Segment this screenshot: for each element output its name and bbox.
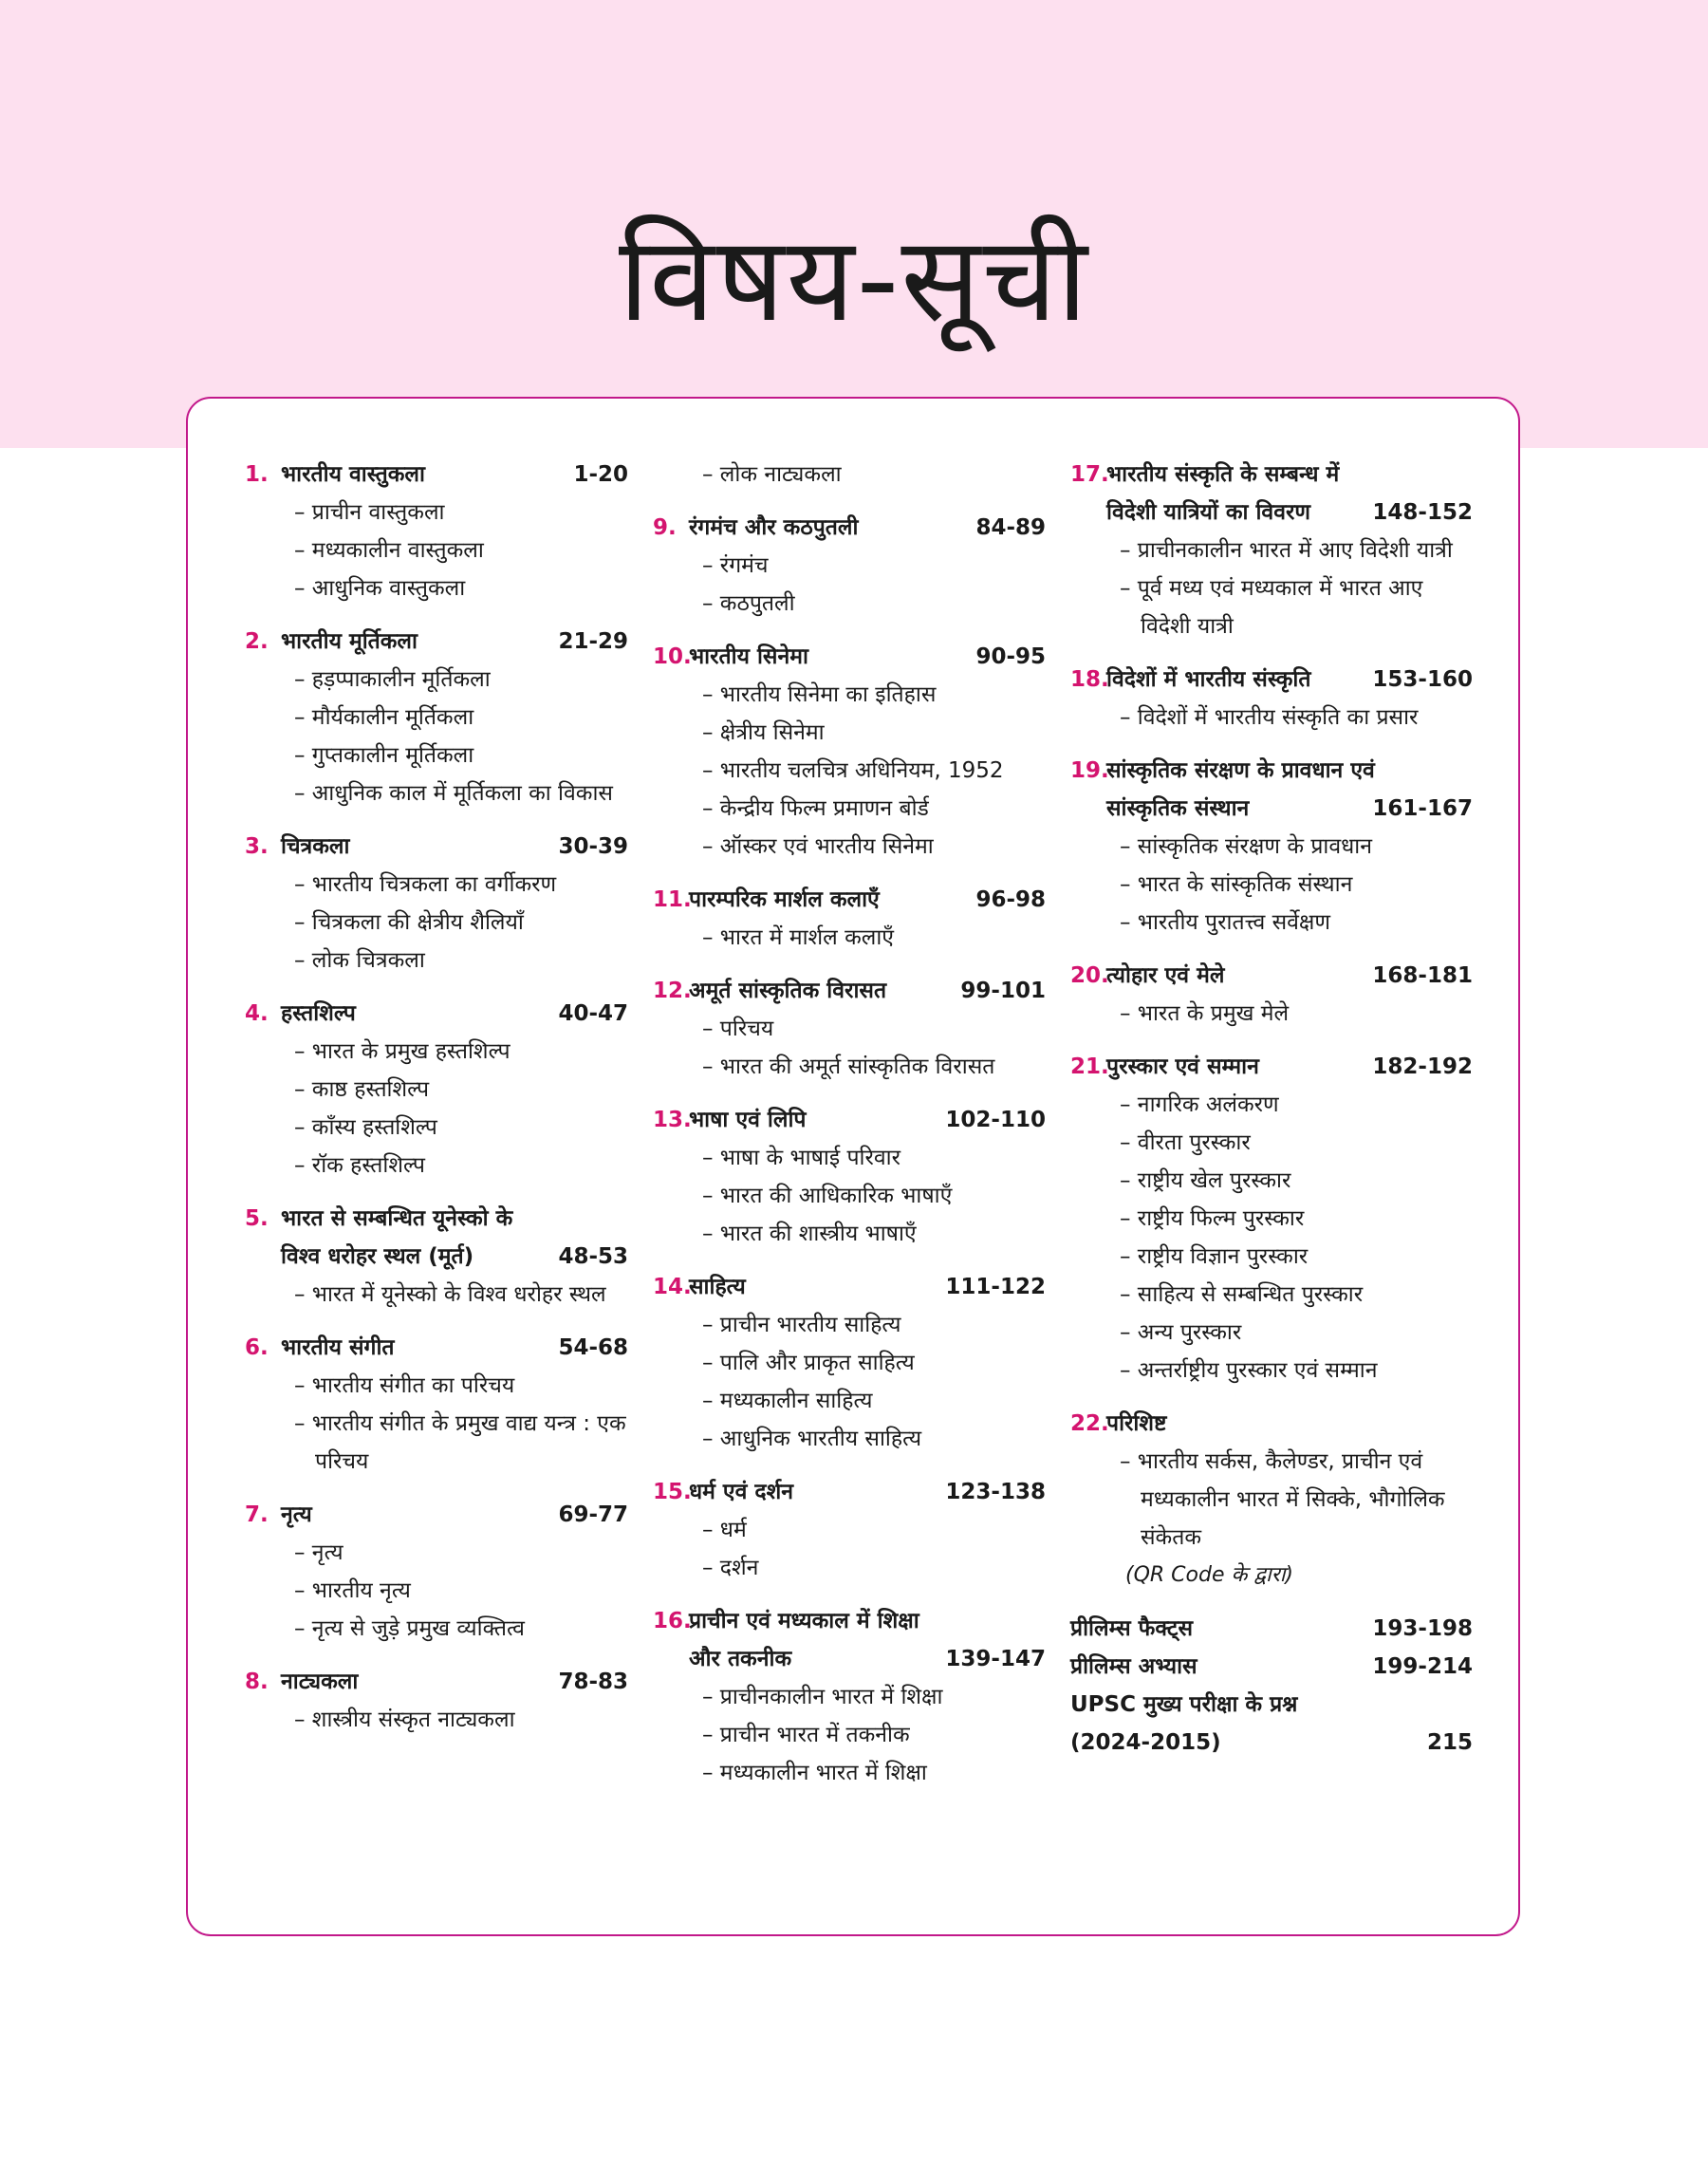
toc-subitem: – नृत्य से जुड़े प्रमुख व्यक्तित्व xyxy=(294,1616,525,1641)
toc-subitem: – भारतीय सर्कस, कैलेण्डर, प्राचीन एवं मध्यकालीन भारत में सिक्के, भौगोलिक संकेतक xyxy=(1120,1449,1445,1550)
toc-subitem: – भारत में यूनेस्को के विश्व धरोहर स्थल xyxy=(294,1282,606,1307)
chapter-number: 7. xyxy=(245,1502,269,1527)
chapter-pages: 96-98 xyxy=(975,887,1046,912)
chapter-number: 12. xyxy=(653,979,692,1003)
chapter-number: 3. xyxy=(245,834,269,859)
toc-subitem: – ऑस्कर एवं भारतीय सिनेमा xyxy=(702,834,934,859)
toc-chapter-heading xyxy=(653,638,1046,676)
toc-subitem: – मध्यकालीन साहित्य xyxy=(702,1389,873,1413)
chapter-number: 15. xyxy=(653,1480,692,1504)
toc-chapter-heading xyxy=(1070,752,1473,828)
toc-chapter-heading xyxy=(245,995,628,1033)
toc-section xyxy=(245,1663,628,1739)
toc-chapter-heading xyxy=(653,1602,1046,1678)
chapter-pages: 54-68 xyxy=(558,1335,628,1360)
toc-subitem: – कठपुतली xyxy=(702,591,795,616)
toc-subitem: – पूर्व मध्य एवं मध्यकाल में भारत आए विदेशी यात्री xyxy=(1120,576,1423,639)
extra-entries xyxy=(1070,1610,1473,1762)
toc-subitem: – भारत की अमूर्त सांस्कृतिक विरासत xyxy=(702,1054,995,1079)
toc-section xyxy=(245,623,628,812)
toc-subitem: – प्राचीनकालीन भारत में आए विदेशी यात्री xyxy=(1120,538,1453,563)
chapter-title: त्योहार एवं मेले xyxy=(1106,963,1225,988)
toc-subitem: – राष्ट्रीय खेल पुरस्कार xyxy=(1120,1168,1291,1193)
chapter-number: 14. xyxy=(653,1275,692,1299)
toc-chapter-heading xyxy=(245,456,628,494)
toc-section xyxy=(653,1473,1046,1587)
chapter-title: पुरस्कार एवं सम्मान xyxy=(1106,1054,1259,1079)
toc-chapter-heading xyxy=(653,1268,1046,1306)
toc-column-3 xyxy=(1070,456,1473,1762)
toc-subitem: – विदेशों में भारतीय संस्कृति का प्रसार xyxy=(1120,705,1419,730)
toc-subitem: – रंगमंच xyxy=(702,553,769,578)
toc-section xyxy=(245,828,628,980)
qr-note: (QR Code के द्वारा) xyxy=(1125,1563,1294,1587)
chapter-title: विदेशों में भारतीय संस्कृति xyxy=(1106,667,1311,692)
chapter-pages: 84-89 xyxy=(975,515,1046,540)
toc-subitem: – भारत में मार्शल कलाएँ xyxy=(702,925,895,950)
toc-chapter-heading xyxy=(653,1473,1046,1511)
toc-subitem: – भारत की आधिकारिक भाषाएँ xyxy=(702,1184,953,1208)
toc-subitem: – भाषा के भाषाई परिवार xyxy=(702,1146,901,1170)
toc-section xyxy=(245,1496,628,1648)
chapter-pages: 48-53 xyxy=(558,1244,628,1269)
chapter-pages: 78-83 xyxy=(558,1670,628,1694)
chapter-number: 18. xyxy=(1070,667,1109,692)
toc-subitem: – केन्द्रीय फिल्म प्रमाणन बोर्ड xyxy=(702,796,929,821)
toc-chapter-heading xyxy=(653,881,1046,919)
chapter-pages: 161-167 xyxy=(1372,796,1473,821)
chapter-number: 17. xyxy=(1070,462,1109,487)
chapter-number: 4. xyxy=(245,1001,269,1026)
toc-subitem: – धर्म xyxy=(702,1518,747,1542)
toc-section xyxy=(1070,661,1473,737)
toc-chapter-heading xyxy=(245,1200,628,1276)
toc-subitem: – भारतीय संगीत के प्रमुख वाद्य यन्त्र : एक परिचय xyxy=(294,1411,626,1474)
extra-entry xyxy=(1070,1610,1473,1648)
chapter-title: भाषा एवं लिपि xyxy=(689,1108,807,1132)
toc-chapter-heading xyxy=(1070,1048,1473,1086)
toc-subitem: – भारतीय चलचित्र अधिनियम, 1952 xyxy=(702,758,1004,783)
chapter-title: धर्म एवं दर्शन xyxy=(689,1480,794,1504)
chapter-pages: 90-95 xyxy=(975,644,1046,669)
toc-subitem: – भारत की शास्त्रीय भाषाएँ xyxy=(702,1222,917,1246)
chapter-title: परिशिष्ट xyxy=(1106,1411,1167,1436)
toc-subitem: – गुप्तकालीन मूर्तिकला xyxy=(294,743,474,768)
chapter-title: नृत्य xyxy=(281,1502,312,1527)
toc-subitem: – भारत के प्रमुख हस्तशिल्प xyxy=(294,1039,511,1064)
chapter-title: पारम्परिक मार्शल कलाएँ xyxy=(689,887,880,912)
chapter-number: 19. xyxy=(1070,758,1109,783)
toc-subitem: – आधुनिक काल में मूर्तिकला का विकास xyxy=(294,781,613,806)
toc-subitem: – मध्यकालीन वास्तुकला xyxy=(294,538,484,563)
toc-section xyxy=(653,972,1046,1086)
extra-pages: 215 xyxy=(1426,1730,1473,1755)
chapter-title: भारतीय वास्तुकला xyxy=(281,462,425,487)
chapter-title: भारतीय संगीत xyxy=(281,1335,395,1360)
page-title: विषय-सूची xyxy=(618,212,1090,348)
toc-subitem: – प्राचीन भारतीय साहित्य xyxy=(702,1313,901,1337)
extra-title: UPSC मुख्य परीक्षा के प्रश्न (2024-2015) xyxy=(1070,1692,1298,1755)
toc-subitem: – आधुनिक वास्तुकला xyxy=(294,576,466,601)
toc-subitem: – भारतीय संगीत का परिचय xyxy=(294,1373,515,1398)
toc-subitem: – राष्ट्रीय फिल्म पुरस्कार xyxy=(1120,1206,1305,1231)
extra-title: प्रीलिम्स फैक्ट्स xyxy=(1070,1616,1194,1641)
toc-subitem: – क्षेत्रीय सिनेमा xyxy=(702,720,825,745)
toc-subitem: – चित्रकला की क्षेत्रीय शैलियाँ xyxy=(294,910,524,935)
toc-chapter-heading xyxy=(1070,1405,1473,1443)
toc-subitem: – प्राचीन भारत में तकनीक xyxy=(702,1723,910,1747)
chapter-title: रंगमंच और कठपुतली xyxy=(689,515,859,540)
toc-section xyxy=(653,881,1046,957)
chapter-title: अमूर्त सांस्कृतिक विरासत xyxy=(689,979,887,1003)
toc-section xyxy=(1070,752,1473,942)
chapter-pages: 30-39 xyxy=(558,834,628,859)
chapter-pages: 153-160 xyxy=(1372,667,1473,692)
toc-section xyxy=(653,509,1046,623)
toc-subitem: – लोक नाट्यकला xyxy=(702,462,842,487)
chapter-number: 16. xyxy=(653,1609,692,1633)
chapter-number: 10. xyxy=(653,644,692,669)
toc-chapter-heading xyxy=(1070,957,1473,995)
toc-chapter-heading xyxy=(653,509,1046,547)
toc-section xyxy=(1070,456,1473,645)
toc-chapter-heading xyxy=(245,623,628,661)
toc-panel xyxy=(186,397,1520,1936)
chapter-title: हस्तशिल्प xyxy=(281,1001,356,1026)
chapter-number: 5. xyxy=(245,1206,269,1231)
chapter-title: भारत से सम्बन्धित यूनेस्को के विश्व धरोहर स्थल (मूर्त) xyxy=(281,1206,513,1269)
toc-subitem: – अन्तर्राष्ट्रीय पुरस्कार एवं सम्मान xyxy=(1120,1358,1378,1383)
chapter-pages: 123-138 xyxy=(945,1480,1046,1504)
toc-subitem: – दर्शन xyxy=(702,1556,759,1580)
toc-subitem: – राष्ट्रीय विज्ञान पुरस्कार xyxy=(1120,1244,1309,1269)
toc-chapter-heading xyxy=(245,1663,628,1701)
toc-chapter-heading xyxy=(1070,661,1473,699)
toc-chapter-heading xyxy=(1070,456,1473,532)
toc-subitem: – प्राचीन वास्तुकला xyxy=(294,500,445,525)
toc-subitem: – हड़प्पाकालीन मूर्तिकला xyxy=(294,667,491,692)
toc-subitem: – मध्यकालीन भारत में शिक्षा xyxy=(702,1761,927,1785)
chapter-pages: 148-152 xyxy=(1372,500,1473,525)
chapter-title: भारतीय संस्कृति के सम्बन्ध में विदेशी यात्रियों का विवरण xyxy=(1106,462,1340,525)
chapter-number: 21. xyxy=(1070,1054,1109,1079)
chapter-pages: 139-147 xyxy=(945,1647,1046,1671)
chapter-number: 2. xyxy=(245,629,269,654)
toc-chapter-heading xyxy=(245,1496,628,1534)
chapter-title: प्राचीन एवं मध्यकाल में शिक्षा और तकनीक xyxy=(689,1609,919,1671)
toc-column-2 xyxy=(653,456,1046,1807)
toc-chapter-heading xyxy=(653,972,1046,1010)
toc-section xyxy=(245,1200,628,1314)
chapter-pages: 102-110 xyxy=(945,1108,1046,1132)
toc-section xyxy=(653,1602,1046,1792)
chapter-pages: 1-20 xyxy=(573,462,628,487)
toc-subitem: – भारतीय सिनेमा का इतिहास xyxy=(702,682,937,707)
toc-section xyxy=(1070,1048,1473,1390)
toc-subitem: – भारतीय पुरातत्त्व सर्वेक्षण xyxy=(1120,910,1331,935)
chapter-number: 11. xyxy=(653,887,692,912)
toc-subitem: – आधुनिक भारतीय साहित्य xyxy=(702,1427,922,1451)
chapter-pages: 21-29 xyxy=(558,629,628,654)
toc-subitem: – काष्ठ हस्तशिल्प xyxy=(294,1077,430,1102)
toc-subitem: – भारत के प्रमुख मेले xyxy=(1120,1001,1290,1026)
toc-chapter-heading xyxy=(245,828,628,866)
toc-section xyxy=(1070,957,1473,1033)
toc-section xyxy=(653,638,1046,866)
chapter-title: साहित्य xyxy=(689,1275,746,1299)
extra-entry xyxy=(1070,1648,1473,1686)
toc-subitem: – रॉक हस्तशिल्प xyxy=(294,1153,425,1178)
toc-subitem: – वीरता पुरस्कार xyxy=(1120,1130,1251,1155)
chapter-pages: 99-101 xyxy=(960,979,1046,1003)
toc-subitem: – मौर्यकालीन मूर्तिकला xyxy=(294,705,474,730)
chapter-pages: 182-192 xyxy=(1372,1054,1473,1079)
toc-section xyxy=(1070,1405,1473,1595)
toc-subitem: – भारतीय चित्रकला का वर्गीकरण xyxy=(294,872,557,897)
chapter-number: 20. xyxy=(1070,963,1109,988)
toc-subitem: – प्राचीनकालीन भारत में शिक्षा xyxy=(702,1685,943,1709)
toc-chapter-heading xyxy=(245,1329,628,1367)
chapter-number: 22. xyxy=(1070,1411,1109,1436)
toc-chapter-heading xyxy=(653,1101,1046,1139)
toc-section xyxy=(653,1268,1046,1458)
toc-column-1 xyxy=(245,456,628,1754)
extra-pages: 193-198 xyxy=(1372,1616,1473,1641)
chapter-pages: 40-47 xyxy=(558,1001,628,1026)
extra-title: प्रीलिम्स अभ्यास xyxy=(1070,1654,1197,1679)
toc-section xyxy=(653,1101,1046,1253)
toc-subitem: – लोक चित्रकला xyxy=(294,948,425,973)
toc-subitem: – शास्त्रीय संस्कृत नाट्यकला xyxy=(294,1707,515,1732)
toc-subitem: – भारतीय नृत्य xyxy=(294,1578,411,1603)
chapter-number: 1. xyxy=(245,462,269,487)
toc-subitem: – परिचय xyxy=(702,1017,774,1041)
toc-subitem: – सांस्कृतिक संरक्षण के प्रावधान xyxy=(1120,834,1373,859)
chapter-title: भारतीय सिनेमा xyxy=(689,644,808,669)
chapter-title: सांस्कृतिक संरक्षण के प्रावधान एवं सांस्कृतिक संस्थान xyxy=(1106,758,1375,821)
chapter-pages: 111-122 xyxy=(945,1275,1046,1299)
chapter-pages: 168-181 xyxy=(1372,963,1473,988)
toc-subitem: – नागरिक अलंकरण xyxy=(1120,1092,1279,1117)
chapter-title: भारतीय मूर्तिकला xyxy=(281,629,418,654)
toc-section xyxy=(245,1329,628,1481)
chapter-number: 13. xyxy=(653,1108,692,1132)
chapter-pages: 69-77 xyxy=(558,1502,628,1527)
chapter-number: 6. xyxy=(245,1335,269,1360)
extra-pages: 199-214 xyxy=(1372,1654,1473,1679)
extra-entry xyxy=(1070,1686,1473,1762)
toc-section xyxy=(245,456,628,607)
chapter-number: 9. xyxy=(653,515,677,540)
toc-subitem: – साहित्य से सम्बन्धित पुरस्कार xyxy=(1120,1282,1364,1307)
chapter-number: 8. xyxy=(245,1670,269,1694)
chapter-title: नाट्यकला xyxy=(281,1670,359,1694)
toc-subitem: – काँस्य हस्तशिल्प xyxy=(294,1115,437,1140)
toc-subitem: – अन्य पुरस्कार xyxy=(1120,1320,1242,1345)
toc-subitem: – नृत्य xyxy=(294,1540,343,1565)
toc-section xyxy=(653,456,1046,494)
toc-subitem: – पालि और प्राकृत साहित्य xyxy=(702,1351,915,1375)
chapter-title: चित्रकला xyxy=(281,834,350,859)
toc-section xyxy=(245,995,628,1185)
toc-subitem: – भारत के सांस्कृतिक संस्थान xyxy=(1120,872,1353,897)
